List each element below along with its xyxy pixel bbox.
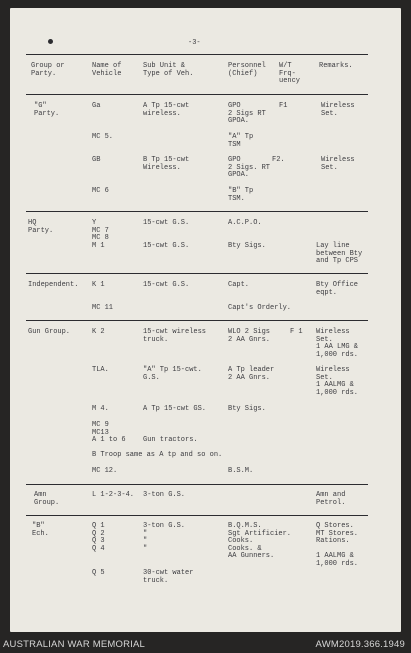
cell-personnel: Capt. xyxy=(228,281,250,289)
header-subunit: Sub Unit & Type of Veh. xyxy=(143,62,194,78)
cell-wt: F 1 xyxy=(290,328,303,336)
cell-vehicle: K 2 xyxy=(92,328,105,336)
cell-subunit: B Tp 15-cwt Wireless. xyxy=(143,156,190,172)
cell-personnel: Bty Sigs. xyxy=(228,242,266,250)
rule-after-hq-party xyxy=(26,273,368,274)
cell-remarks: Wireless Set. 1 AA LMG & 1,000 rds. xyxy=(316,328,359,359)
rule-header xyxy=(26,94,368,95)
cell-vehicle: L 1-2-3-4. xyxy=(92,491,135,499)
cell-personnel: Capt's Orderly. xyxy=(228,304,292,312)
cell-personnel: "B" Tp TSM. xyxy=(228,187,254,203)
cell-subunit: 30-cwt water truck. xyxy=(143,569,194,585)
rule-top xyxy=(26,54,368,55)
cell-group: "B" Ech. xyxy=(32,522,49,538)
cell-vehicle: Q 1 Q 2 Q 3 Q 4 xyxy=(92,522,105,553)
cell-remarks: Wireless Set. xyxy=(321,156,355,172)
cell-wt: F2. xyxy=(272,156,285,164)
cell-remarks: Amn and Petrol. xyxy=(316,491,346,507)
cell-remarks: Lay line between Bty and Tp CPS xyxy=(316,242,363,266)
cell-group: Independent. xyxy=(28,281,79,289)
footer-institution: AUSTRALIAN WAR MEMORIAL xyxy=(3,639,146,650)
header-wt: W/T Frq- uency xyxy=(279,62,301,86)
cell-vehicle: Q 5 xyxy=(92,569,105,577)
page-number: -3- xyxy=(188,39,201,47)
cell-wt: F1 xyxy=(279,102,288,110)
header-personnel: Personnel (Chief) xyxy=(228,62,266,78)
cell-personnel: A Tp leader 2 AA Gnrs. xyxy=(228,366,275,382)
rule-after-independent xyxy=(26,320,368,321)
cell-note: B Troop same as A tp and so on. xyxy=(92,451,223,459)
cell-vehicle: MC 9 MC13 A 1 to 6 xyxy=(92,421,126,445)
cell-personnel: "A" Tp TSM xyxy=(228,133,254,149)
cell-subunit: A Tp 15-cwt GS. xyxy=(143,405,207,413)
rule-after-amn-group xyxy=(26,515,368,516)
cell-personnel: GPO 2 Sigs. RT GPOA. xyxy=(228,156,271,180)
cell-remarks: Bty Office eqpt. xyxy=(316,281,359,297)
cell-vehicle: MC 5. xyxy=(92,133,114,141)
header-group: Group or Party. xyxy=(31,62,65,78)
ink-mark xyxy=(48,39,53,44)
cell-vehicle: MC 11 xyxy=(92,304,114,312)
cell-subunit: 15-cwt wireless truck. xyxy=(143,328,207,344)
cell-vehicle: M 1 xyxy=(92,242,105,250)
cell-vehicle: GB xyxy=(92,156,101,164)
cell-remarks: Q Stores. MT Stores. Rations. 1 AALMG & 1,000 rds. xyxy=(316,522,359,568)
cell-subunit: 15-cwt G.S. xyxy=(143,281,190,289)
cell-subunit: 3-ton G.S. " " " xyxy=(143,522,186,553)
cell-personnel: B.Q.M.S. Sgt Artificier. Cooks. Cooks. & AA Gunners. xyxy=(228,522,292,561)
cell-vehicle: K 1 xyxy=(92,281,105,289)
cell-group: Gun Group. xyxy=(28,328,71,336)
header-remarks: Remarks. xyxy=(319,62,353,70)
cell-vehicle: Y MC 7 MC 8 xyxy=(92,219,109,243)
cell-personnel: A.C.P.O. xyxy=(228,219,262,227)
cell-group: "G" Party. xyxy=(34,102,60,118)
cell-group: Amn Group. xyxy=(34,491,60,507)
cell-personnel: Bty Sigs. xyxy=(228,405,266,413)
rule-after-gun-group xyxy=(26,484,368,485)
cell-subunit: Gun tractors. xyxy=(143,436,198,445)
cell-group: HQ Party. xyxy=(28,219,54,235)
cell-vehicle: MC 6 xyxy=(92,187,109,195)
cell-subunit: A Tp 15-cwt wireless. xyxy=(143,102,190,118)
cell-personnel: WLO 2 Sigs 2 AA Gnrs. xyxy=(228,328,271,344)
cell-remarks: Wireless Set. 1 AALMG & 1,000 rds. xyxy=(316,366,359,397)
cell-personnel: B.S.M. xyxy=(228,467,254,475)
cell-vehicle: Ga xyxy=(92,102,101,110)
cell-vehicle: TLA. xyxy=(92,366,109,374)
cell-personnel: GPO 2 Sigs RT GPOA. xyxy=(228,102,266,126)
cell-subunit: 15-cwt G.S. xyxy=(143,242,190,250)
footer-accession-number: AWM2019.366.1949 xyxy=(315,639,405,650)
cell-vehicle: MC 12. xyxy=(92,467,118,475)
cell-subunit: 15-cwt G.S. xyxy=(143,219,190,227)
footer-bar xyxy=(0,635,411,653)
cell-vehicle: M 4. xyxy=(92,405,109,413)
cell-subunit: "A" Tp 15-cwt. G.S. xyxy=(143,366,202,382)
cell-remarks: Wireless Set. xyxy=(321,102,355,118)
header-vehicle: Name of Vehicle xyxy=(92,62,122,78)
cell-subunit: 3-ton G.S. xyxy=(143,491,186,499)
rule-after-g-party xyxy=(26,211,368,212)
